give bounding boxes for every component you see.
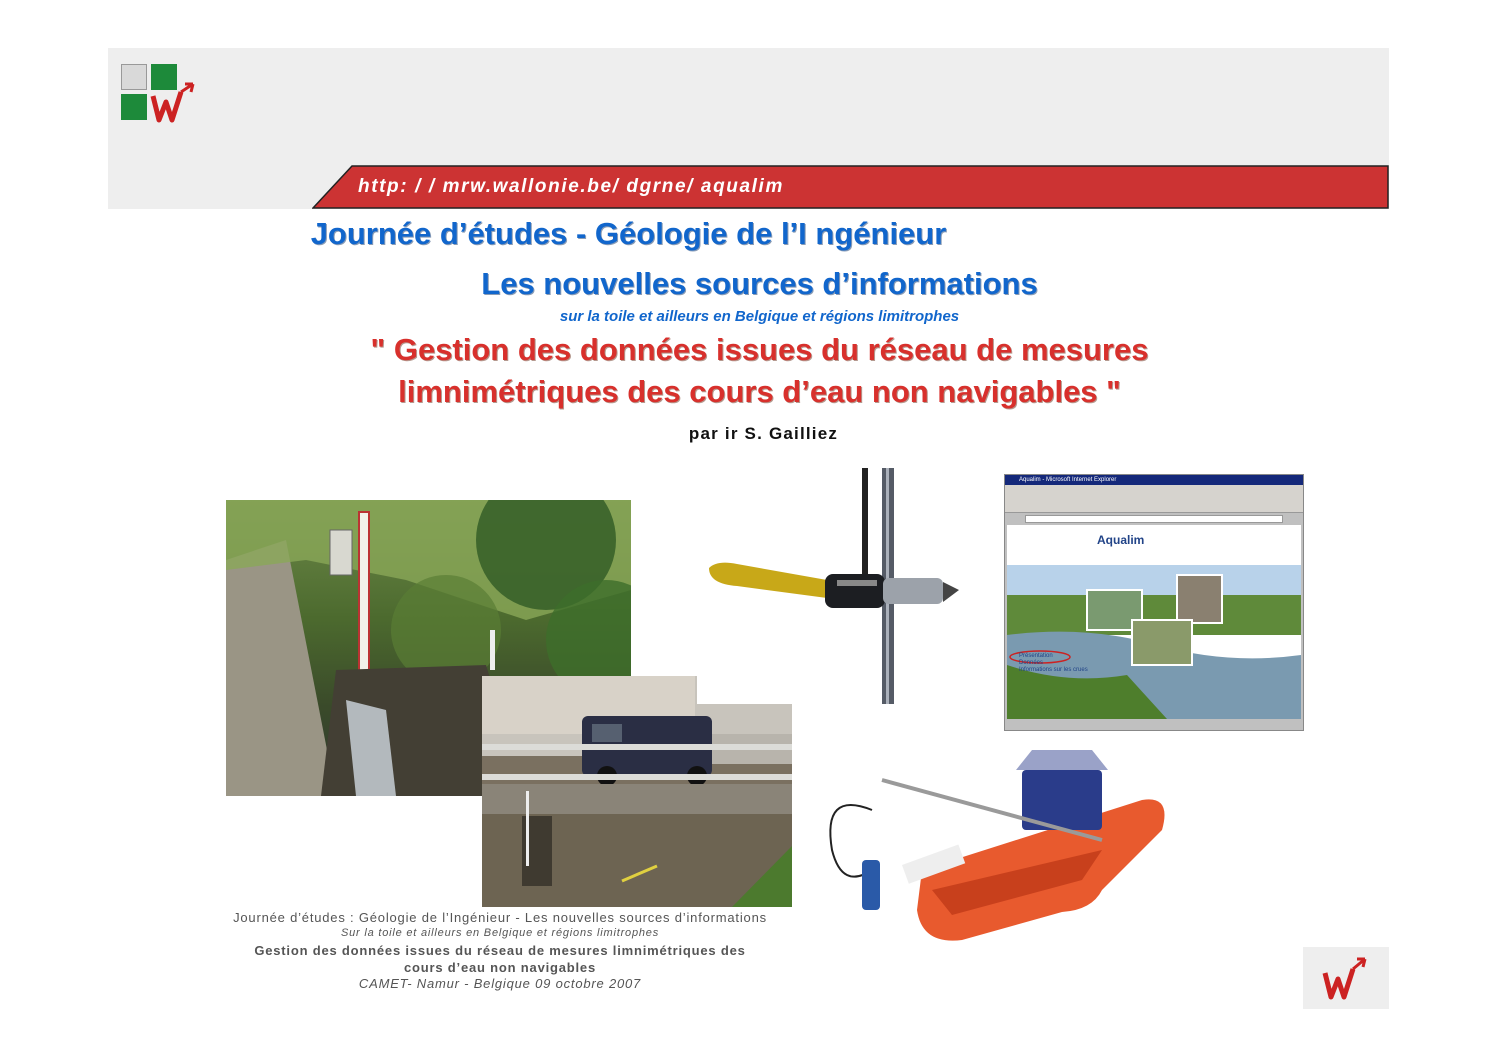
footer-line-5: CAMET- Namur - Belgique 09 octobre 2007 [358, 976, 642, 991]
inset-site-title: Aqualim [1097, 533, 1145, 547]
subtitle-line: sur la toile et ailleurs en Belgique et régions limitrophes [559, 308, 960, 325]
author: par ir S. Gailliez [688, 424, 839, 443]
photo-probe-sensor [697, 468, 963, 704]
w-arrow-icon [149, 82, 195, 124]
url-link[interactable]: http: / / mrw.wallonie.be/ dgrne/ aqualim [358, 176, 784, 197]
topic-line-2: limnimétriques des cours d’eau non navigables " [398, 374, 1121, 409]
footer-line-3: Gestion des données issues du réseau de mesures limnimétriques des [254, 943, 746, 958]
footer-line-4: cours d’eau non navigables [403, 960, 596, 975]
footer-line-1: Journée d’études : Géologie de l’Ingénieur - Les nouvelles sources d’informations [233, 910, 767, 925]
aqualim-screenshot [1004, 474, 1304, 731]
photo-floating-platform [802, 740, 1174, 952]
title-line-2: Les nouvelles sources d’informations [481, 266, 1038, 301]
title-line-1: Journée d’études - Géologie de l’I ngénieur [310, 216, 947, 251]
inset-menu: Présentation Données Informations sur les crues [1019, 653, 1088, 673]
logo-w-arrow-icon [1303, 947, 1389, 1009]
inset-window-title: Aqualim - Microsoft Internet Explorer [1005, 475, 1303, 485]
topic-line-1: " Gestion des données issues du réseau de mesures [370, 332, 1149, 367]
footer-line-2: Sur la toile et ailleurs en Belgique et régions limitrophes [340, 927, 660, 939]
photo-bridge-van [482, 676, 792, 907]
logo-mrw-icon [121, 64, 195, 122]
